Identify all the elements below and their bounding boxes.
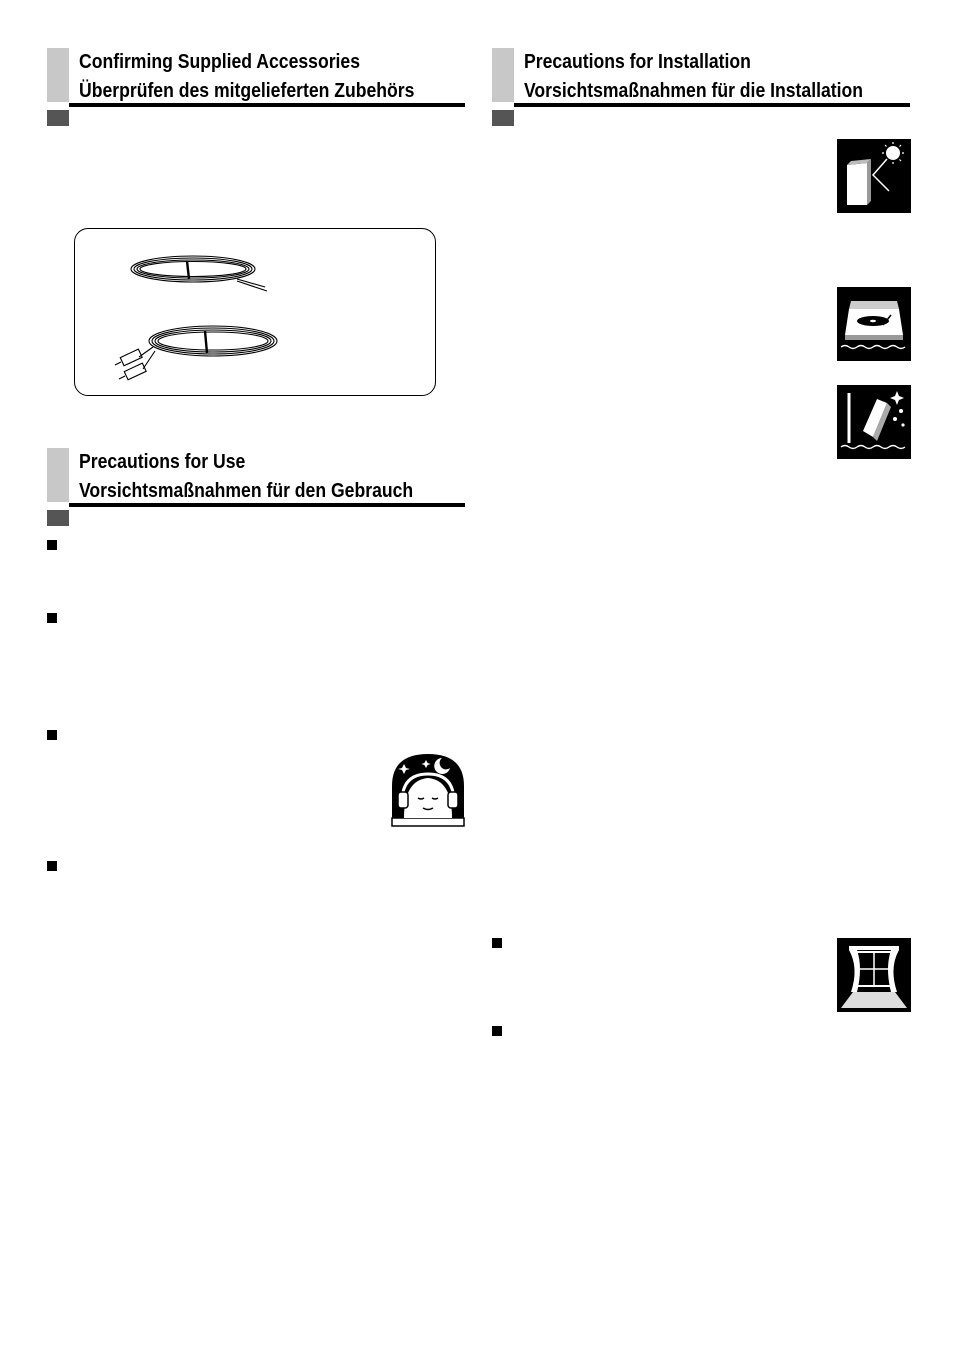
use-title-en: Precautions for Use <box>79 451 246 473</box>
header-titles <box>79 448 413 506</box>
bullet-marker <box>47 613 57 623</box>
accessories-title-en: Confirming Supplied Accessories <box>79 51 361 73</box>
rca-pin-cable-icon <box>113 317 288 397</box>
headphones-night-icon <box>390 752 466 828</box>
section-header-accessories <box>47 48 465 126</box>
header-square-marker <box>492 110 514 126</box>
bullet-marker <box>492 1026 502 1036</box>
installation-title-en: Precautions for Installation <box>524 51 751 73</box>
header-rule <box>514 103 910 107</box>
header-titles <box>524 48 863 106</box>
bullet-marker <box>47 540 57 550</box>
speaker-cable-icon <box>125 247 285 307</box>
header-gray-bar <box>492 48 514 102</box>
accessories-box <box>74 228 436 396</box>
header-gray-bar <box>47 48 69 102</box>
moisture-dust-icon <box>837 385 911 459</box>
header-rule <box>69 103 465 107</box>
turntable-vibration-icon <box>837 287 911 361</box>
use-title-de: Vorsichtsmaßnahmen für den Gebrauch <box>79 480 414 502</box>
header-rule <box>69 503 465 507</box>
header-square-marker <box>47 110 69 126</box>
header-gray-bar <box>47 448 69 502</box>
section-header-installation <box>492 48 910 126</box>
direct-sunlight-icon <box>837 139 911 213</box>
section-header-use <box>47 448 465 526</box>
accessories-title-de: Überprüfen des mitgelieferten Zubehörs <box>79 80 415 102</box>
header-titles <box>79 48 414 106</box>
bullet-marker <box>492 938 502 948</box>
installation-title-de: Vorsichtsmaßnahmen für die Installation <box>524 80 864 102</box>
bullet-marker <box>47 730 57 740</box>
header-square-marker <box>47 510 69 526</box>
window-curtain-icon <box>837 938 911 1012</box>
bullet-marker <box>47 861 57 871</box>
